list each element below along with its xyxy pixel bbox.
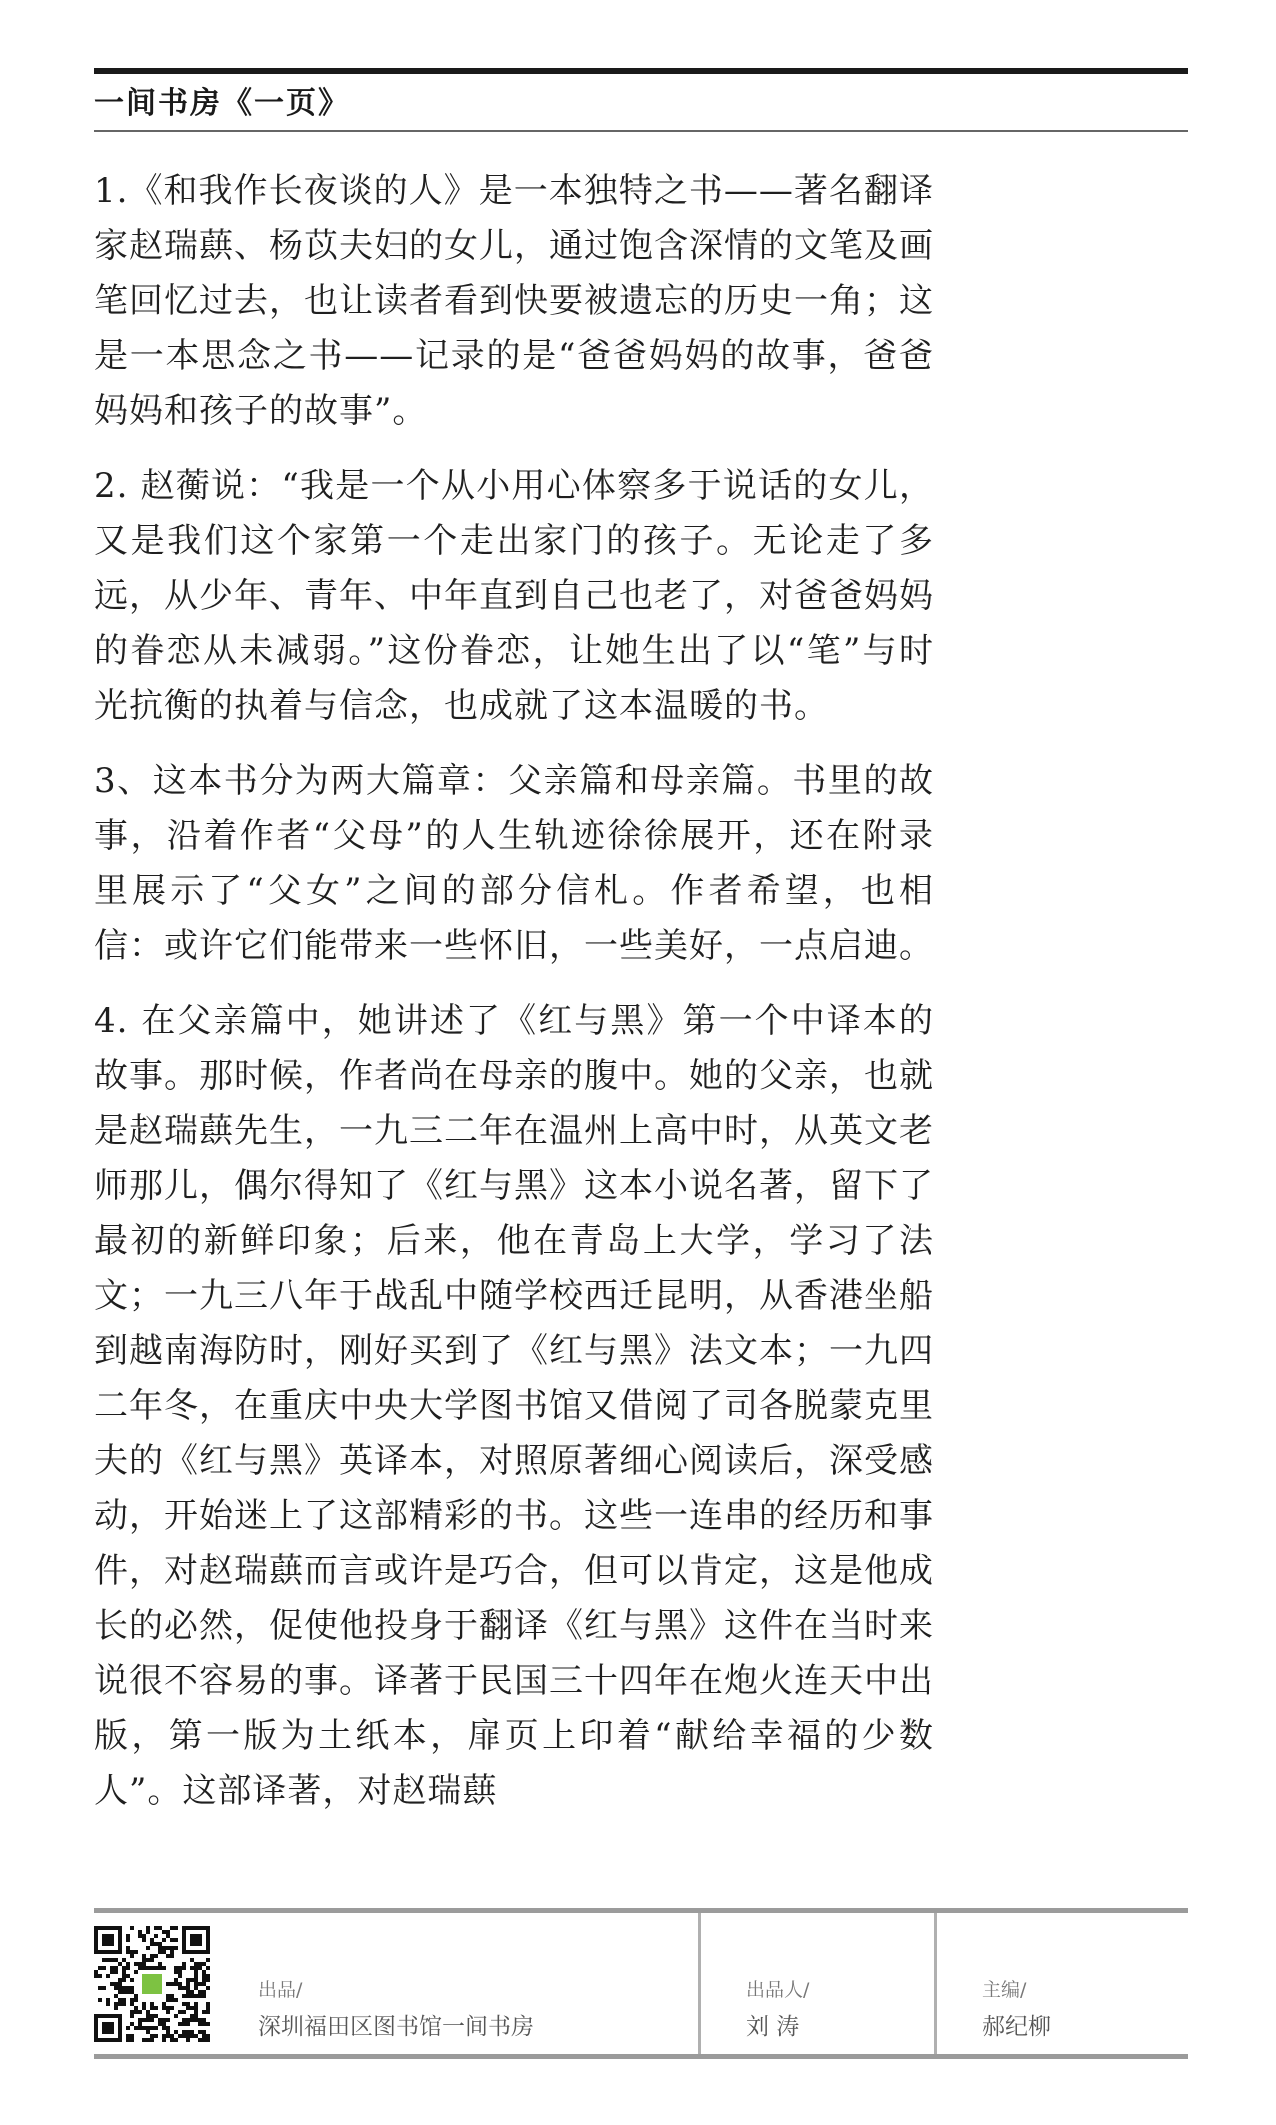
producer-label: 出品/ xyxy=(258,1979,303,2001)
footer-top-rule xyxy=(94,1908,1188,1913)
article-body xyxy=(94,164,934,1884)
publisher-label: 出品人/ xyxy=(746,1979,810,2001)
page-title: 一间书房《一页》 xyxy=(94,86,350,121)
top-rule xyxy=(94,68,1188,74)
header-divider xyxy=(94,130,1188,132)
paragraph-4: 4. 在父亲篇中，她讲述了《红与黑》第一个中译本的故事。那时候，作者尚在母亲的腹中。她的父亲，也就是赵瑞蕻先生，一九三二年在温州上高中时，从英文老师那儿，偶尔得知了《红与黑》这本小说名著，留下了最初的新鲜印象；后来，他在青岛上大学，学习了法文；一九三八年于战乱中随学校西迁昆明，从香港坐船到越南海防时，刚好买到了《红与黑》法文本；一九四二年冬，在重庆中央大学图书馆又借阅了司各脱蒙克里夫的《红与黑》英译本，对照原著细心阅读后，深受感动，开始迷上了这部精彩的书。这些一连串的经历和事件，对赵瑞蕻而言或许是巧合，但可以肯定，这是他成长的必然，促使他投身于翻译《红与黑》这件在当时来说很不容易的事。译著于民国三十四年在炮火连天中出版，第一版为土纸本，扉页上印着“献给幸福的少数人”。这部译著，对赵瑞蕻 xyxy=(94,1001,934,1811)
editor-value: 郝纪柳 xyxy=(982,2014,1051,2040)
qr-code-icon xyxy=(94,1926,210,2042)
producer-value: 深圳福田区图书馆一间书房 xyxy=(258,2014,534,2040)
paragraph-2: 2. 赵蘅说：“我是一个从小用心体察多于说话的女儿，又是我们这个家第一个走出家门的孩子。无论走了多远，从少年、青年、中年直到自己也老了，对爸爸妈妈的眷恋从未减弱。”这份眷恋，让她生出了以“笔”与时光抗衡的执着与信念，也成就了这本温暖的书。 xyxy=(94,466,934,726)
paragraph-1: 1.《和我作长夜谈的人》是一本独特之书——著名翻译家赵瑞蕻、杨苡夫妇的女儿，通过饱含深情的文笔及画笔回忆过去，也让读者看到快要被遗忘的历史一角；这是一本思念之书——记录的是“爸爸妈妈的故事，爸爸妈妈和孩子的故事”。 xyxy=(94,171,934,431)
footer-divider-2 xyxy=(934,1913,937,2054)
publisher-value: 刘 涛 xyxy=(746,2014,800,2040)
paragraph-3: 3、这本书分为两大篇章：父亲篇和母亲篇。书里的故事，沿着作者“父母”的人生轨迹徐徐展开，还在附录里展示了“父女”之间的部分信札。作者希望，也相信：或许它们能带来一些怀旧，一些美好，一点启迪。 xyxy=(94,761,934,966)
editor-label: 主编/ xyxy=(982,1979,1027,2001)
footer-divider-1 xyxy=(698,1913,701,2054)
footer-bottom-rule xyxy=(94,2054,1188,2059)
